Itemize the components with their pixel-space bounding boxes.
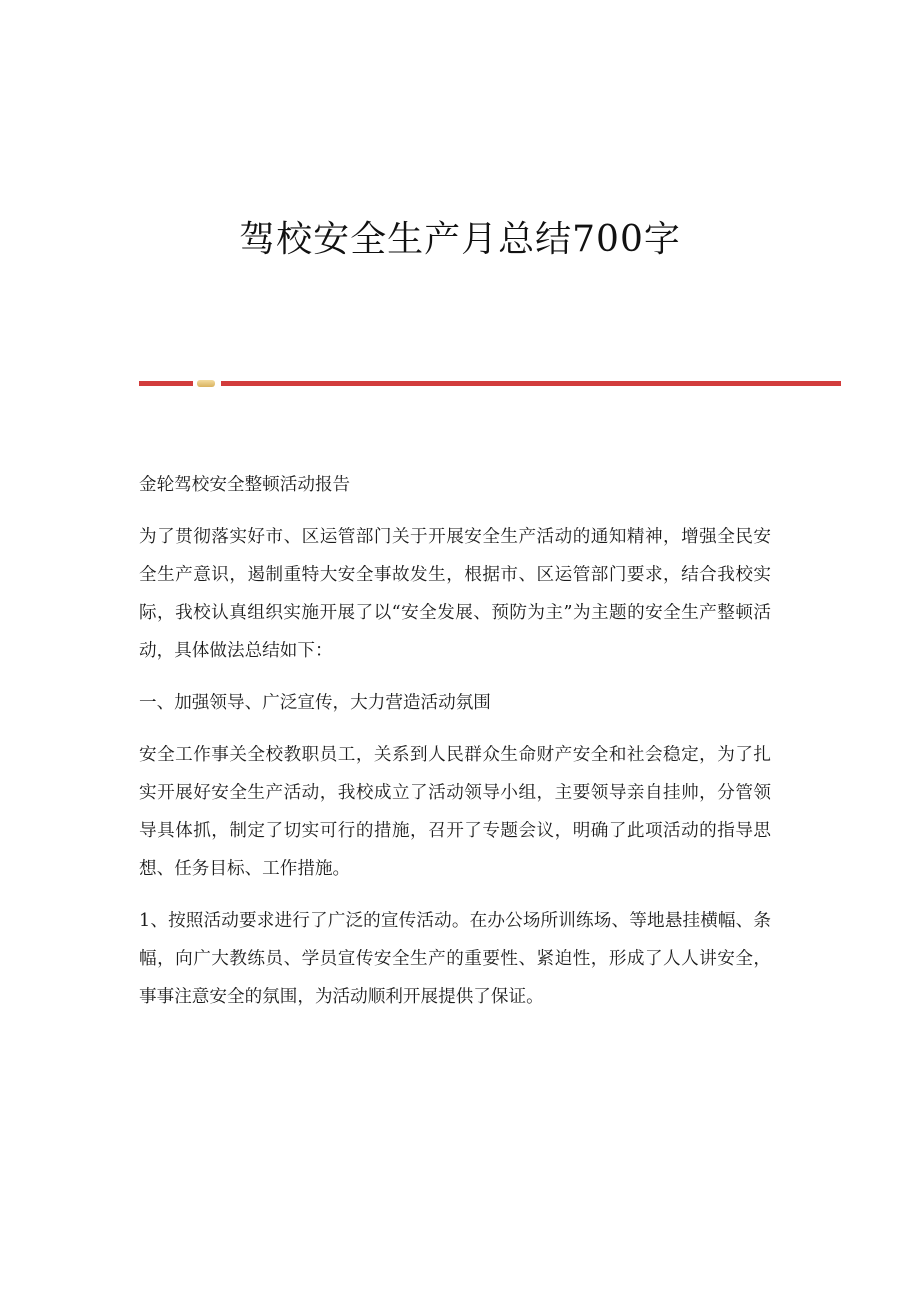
- section-1-paragraph: 安全工作事关全校教职员工，关系到人民群众生命财产安全和社会稳定，为了扎实开展好安全生产活动，我校成立了活动领导小组，主要领导亲自挂帅，分管领导具体抓，制定了切实可行的措施，召开了专题会议，明确了此项活动的指导思想、任务目标、工作措施。: [139, 745, 771, 879]
- divider-bar-left: [139, 381, 193, 386]
- document-body: [139, 466, 771, 1030]
- intro-paragraph: 为了贯彻落实好市、区运管部门关于开展安全生产活动的通知精神，增强全民安全生产意识，遏制重特大安全事故发生，根据市、区运管部门要求，结合我校实际，我校认真组织实施开展了以“安全发展、预防为主”为主题的安全生产整顿活动，具体做法总结如下：: [139, 527, 771, 661]
- title-divider: [139, 381, 841, 387]
- item-1-paragraph: 1、按照活动要求进行了广泛的宣传活动。在办公场所训练场、等地悬挂横幅、条幅，向广大教练员、学员宣传安全生产的重要性、紧迫性，形成了人人讲安全，事事注意安全的氛围，为活动顺利开展提供了保证。: [139, 911, 771, 1007]
- section-heading-1: 一、加强领导、广泛宣传，大力营造活动氛围: [139, 693, 491, 713]
- divider-bar-right: [221, 381, 841, 386]
- divider-ornament-icon: [197, 380, 215, 387]
- report-subtitle: 金轮驾校安全整顿活动报告: [139, 475, 351, 495]
- document-title: 驾校安全生产月总结700字: [239, 219, 681, 260]
